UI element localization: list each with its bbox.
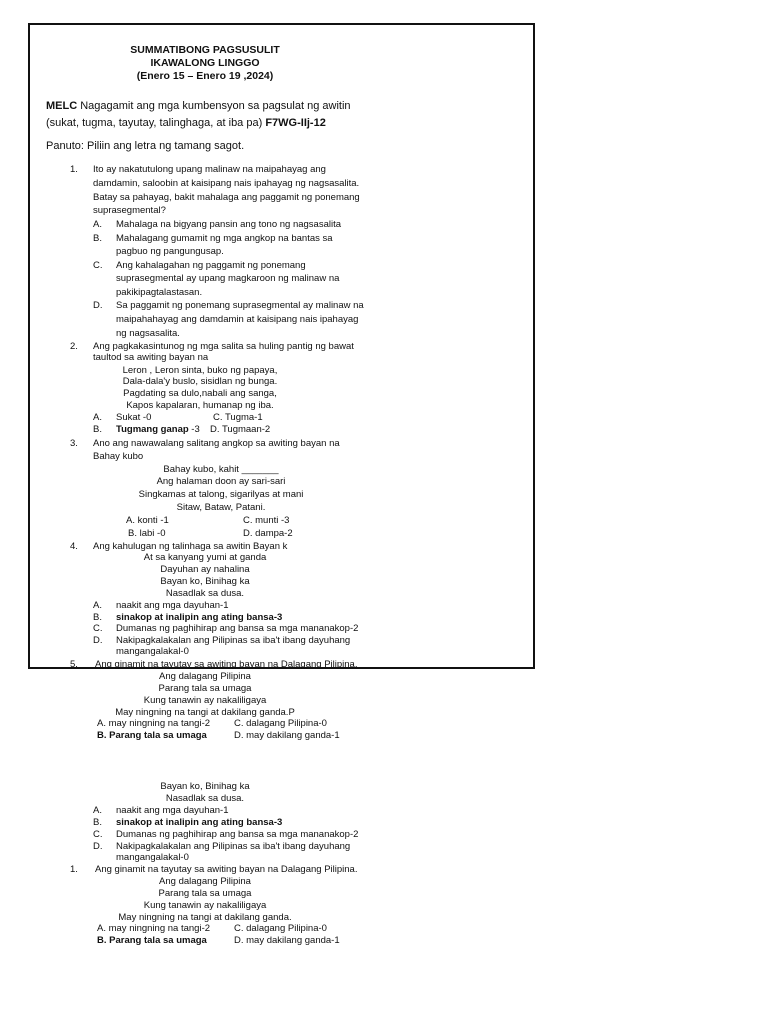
q1-option-b: Mahalagang gumamit ng mga angkop na bantas sa [116, 233, 333, 244]
q2-verse-line: Dala-dala'y buslo, sisidlan ng bunga. [122, 376, 278, 387]
melc-text2: (sukat, tugma, tayutay, talinghaga, at iba pa) [46, 117, 263, 129]
lower-verse2-line: May ningning na tangi at dakilang ganda. [118, 912, 292, 923]
q3-verse-line: Bahay kubo, kahit _______ [163, 464, 279, 475]
lower-q-number: 1. [70, 864, 78, 875]
q2-option-a-letter: A. [93, 412, 102, 423]
q3-option-b: B. labi -0 [128, 528, 166, 539]
q3-verse-line: Singkamas at talong, sigarilyas at mani [138, 489, 304, 500]
q4-option-c: Dumanas ng paghihirap ang bansa sa mga mananakop-2 [116, 623, 359, 634]
q1-option-b: pagbuo ng pangungusap. [116, 246, 224, 257]
q4-option-b: sinakop at inalipin ang ating bansa-3 [116, 612, 283, 623]
instructions: Panuto: Piliin ang letra ng tamang sagot. [46, 140, 245, 152]
q1-line: suprasegmental? [93, 205, 166, 216]
q4-verse-line: Nasadlak sa dusa. [165, 588, 245, 599]
q3-line: Ano ang nawawalang salitang angkop sa awiting bayan na [93, 438, 340, 449]
q4-option-c-letter: C. [93, 623, 103, 634]
q4-option-d-cont: mangangalakal-0 [116, 646, 189, 657]
q5-option-c: C. dalagang Pilipina-0 [234, 718, 327, 729]
q4-verse-line: Bayan ko, Binihag ka [160, 576, 250, 587]
q4-option-a-letter: A. [93, 600, 102, 611]
melc-code: F7WG-IIj-12 [265, 117, 326, 129]
q3-verse-line: Ang halaman doon ay sari-sari [156, 476, 286, 487]
q1-option-c: pakikipagtalastasan. [116, 287, 203, 298]
q2-option-b-score: -3 [191, 424, 200, 435]
lower-option-c2: C. dalagang Pilipina-0 [234, 923, 327, 934]
q1-option-b-letter: B. [93, 233, 102, 244]
lower-option-d-letter: D. [93, 841, 103, 852]
q4-option-d: Nakipagkalakalan ang Pilipinas sa iba't ibang dayuhang [116, 635, 351, 646]
q5-verse-line: Kung tanawin ay nakaliligaya [143, 695, 267, 706]
lower-option-d2: D. may dakilang ganda-1 [234, 935, 340, 946]
q3-option-c: C. munti -3 [243, 515, 290, 526]
lower-verse2-line: Parang tala sa umaga [158, 888, 252, 899]
q1-option-c-letter: C. [93, 260, 103, 271]
q2-option-a: Sukat -0 [116, 412, 152, 423]
q5-option-b: B. Parang tala sa umaga [97, 730, 207, 741]
q3-number: 3. [70, 438, 78, 449]
q5-option-a: A. may ningning na tangi-2 [97, 718, 211, 729]
lower-option-c: Dumanas ng paghihirap ang bansa sa mga mananakop-2 [116, 829, 359, 840]
q2-verse-line: Kapos kapalaran, humanap ng iba. [126, 400, 274, 411]
lower-option-a: naakit ang mga dayuhan-1 [116, 805, 229, 816]
melc-text1: Nagagamit ang mga kumbensyon sa pagsulat ng awitin [80, 100, 351, 112]
q4-option-b-letter: B. [93, 612, 102, 623]
q2-option-b [116, 424, 200, 436]
q1-number: 1. [70, 164, 78, 175]
q2-option-b-answer: Tugmang ganap [116, 424, 189, 435]
q1-line: Batay sa pahayag, bakit mahalaga ang paggamit ng ponemang [93, 192, 360, 203]
q5-option-d: D. may dakilang ganda-1 [234, 730, 340, 741]
q5-line: Ang ginamit na tayutay sa awiting bayan na Dalagang Pilipina. [95, 659, 358, 670]
q5-verse-line: May ningning na tangi at dakilang ganda.P [115, 707, 295, 718]
exam-dates: (Enero 15 – Enero 19 ,2024) [136, 70, 274, 82]
lower-verse2-line: Kung tanawin ay nakaliligaya [143, 900, 267, 911]
lower-option-a2: A. may ningning na tangi-2 [97, 923, 211, 934]
lower-option-a-letter: A. [93, 805, 102, 816]
melc-label: MELC [46, 100, 78, 112]
q1-option-c: Ang kahalagahan ng paggamit ng ponemang [116, 260, 306, 271]
lower-option-c-letter: C. [93, 829, 103, 840]
q3-option-a: A. konti -1 [126, 515, 169, 526]
q1-line: damdamin, saloobin at kaisipang nais ipahayag ng nagsasalita. [93, 178, 360, 189]
q4-line: Ang kahulugan ng talinhaga sa awitin Bayan k [93, 541, 288, 552]
q4-number: 4. [70, 541, 78, 552]
q1-option-d: Sa paggamit ng ponemang suprasegmental ay malinaw na [116, 300, 364, 311]
q3-line: Bahay kubo [93, 451, 144, 462]
q1-option-a-letter: A. [93, 219, 102, 230]
melc-line2 [46, 116, 326, 130]
q2-option-b-letter: B. [93, 424, 102, 435]
melc-line1 [46, 99, 351, 113]
lower-q-line: Ang ginamit na tayutay sa awiting bayan na Dalagang Pilipina. [95, 864, 358, 875]
q1-option-a: Mahalaga na bigyang pansin ang tono ng nagsasalita [116, 219, 342, 230]
q4-option-d-letter: D. [93, 635, 103, 646]
q5-verse-line: Ang dalagang Pilipina [159, 671, 251, 682]
q2-verse-line: Leron , Leron sinta, buko ng papaya, [122, 365, 278, 376]
exam-week: IKAWALONG LINGGO [150, 57, 260, 69]
q2-number: 2. [70, 341, 78, 352]
q2-line: taultod sa awiting bayan na [93, 352, 209, 363]
q1-option-c: suprasegmental ay upang magkaroon ng malinaw na [116, 273, 340, 284]
q2-verse-line: Pagdating sa dulo,nabali ang sanga, [123, 388, 277, 399]
lower-verse-line: Bayan ko, Binihag ka [160, 781, 250, 792]
q3-verse-line: Sitaw, Bataw, Patani. [176, 502, 266, 513]
lower-option-b-letter: B. [93, 817, 102, 828]
lower-verse2-line: Ang dalagang Pilipina [159, 876, 251, 887]
q5-number: 5. [70, 659, 78, 670]
q1-line: Ito ay nakatutulong upang malinaw na maipahayag ang [93, 164, 326, 175]
q2-option-c: C. Tugma-1 [213, 412, 263, 423]
q4-option-a: naakit ang mga dayuhan-1 [116, 600, 229, 611]
q3-option-d: D. dampa-2 [243, 528, 293, 539]
q4-verse-line: Dayuhan ay nahalina [160, 564, 250, 575]
q4-verse-line: At sa kanyang yumi at ganda [143, 552, 267, 563]
lower-option-b: sinakop at inalipin ang ating bansa-3 [116, 817, 283, 828]
lower-option-d: Nakipagkalakalan ang Pilipinas sa iba't ibang dayuhang [116, 841, 351, 852]
lower-verse-line: Nasadlak sa dusa. [165, 793, 245, 804]
q1-option-d-letter: D. [93, 300, 103, 311]
q2-line: Ang pagkakasintunog ng mga salita sa huling pantig ng bawat [93, 341, 354, 352]
lower-option-d-cont: mangangalakal-0 [116, 852, 189, 863]
q1-option-d: ng nagsasalita. [116, 328, 180, 339]
exam-title: SUMMATIBONG PAGSUSULIT [130, 44, 280, 56]
lower-option-b2: B. Parang tala sa umaga [97, 935, 207, 946]
q1-option-d: maipahahayag ang damdamin at kaisipang nais ipahayag [116, 314, 359, 325]
q2-option-d: D. Tugmaan-2 [210, 424, 271, 435]
q5-verse-line: Parang tala sa umaga [158, 683, 252, 694]
